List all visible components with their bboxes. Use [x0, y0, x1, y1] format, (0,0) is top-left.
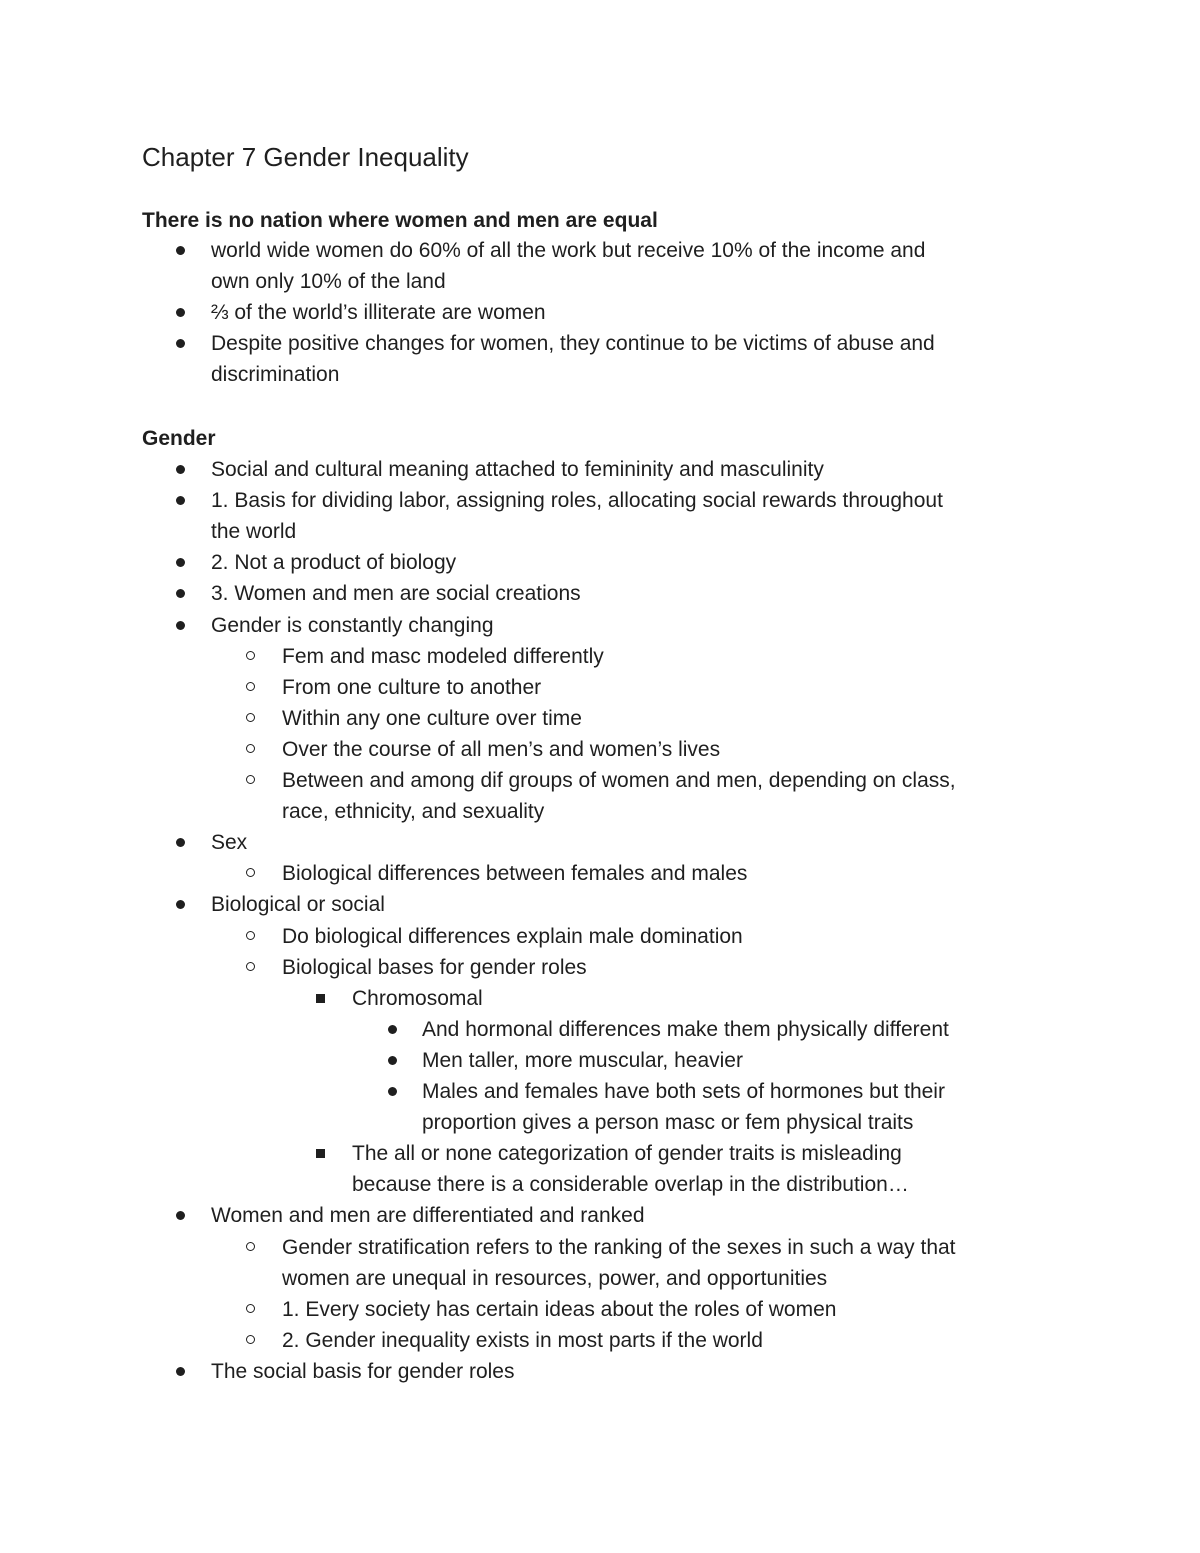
bullet-dot-icon — [176, 465, 185, 474]
list-item-text: Between and among dif groups of women and men, depending on class, — [282, 769, 956, 792]
list-item-text: Biological bases for gender roles — [282, 955, 587, 979]
list-item-text: own only 10% of the land — [211, 270, 446, 294]
list-item-text: Gender is constantly changing — [211, 613, 494, 637]
list-item-text: women are unequal in resources, power, and opportunities — [282, 1266, 828, 1290]
bullet-square-icon — [316, 1149, 325, 1158]
bullet-circle-icon — [246, 775, 255, 784]
list-item-text: Sex — [211, 831, 248, 855]
page-title: Chapter 7 Gender Inequality — [142, 142, 469, 172]
list-item-text: Social and cultural meaning attached to femininity and masculinity — [211, 458, 824, 481]
bullet-circle-icon — [246, 1335, 255, 1344]
bullet-dot-icon — [176, 558, 185, 567]
section-heading: There is no nation where women and men are equal — [142, 209, 658, 232]
list-item-text: Men taller, more muscular, heavier — [422, 1048, 743, 1072]
bullet-circle-icon — [246, 651, 255, 660]
list-item-text: 2. Not a product of biology — [211, 551, 457, 575]
list-item-text: The all or none categorization of gender traits is misleading — [352, 1142, 902, 1166]
list-item-text: Chromosomal — [352, 986, 483, 1010]
bullet-circle-icon — [246, 1242, 255, 1251]
list-item-text: Biological differences between females and males — [282, 862, 748, 886]
list-item-text: From one culture to another — [282, 675, 542, 699]
list-item-text: 3. Women and men are social creations — [211, 582, 581, 606]
list-item-text: Within any one culture over time — [282, 706, 582, 730]
list-item-text: Gender stratification refers to the ranking of the sexes in such a way that — [282, 1235, 956, 1259]
list-item-text: The social basis for gender roles — [211, 1359, 515, 1383]
list-item-text: Over the course of all men’s and women’s lives — [282, 737, 721, 761]
list-item-text: Do biological differences explain male domination — [282, 924, 743, 948]
list-item-text: 2. Gender inequality exists in most parts if the world — [282, 1328, 763, 1352]
bullet-dot-icon — [176, 1211, 185, 1220]
bullet-circle-icon — [246, 931, 255, 940]
list-item-text: world wide women do 60% of all the work but receive 10% of the income and — [211, 239, 926, 262]
bullet-circle-icon — [246, 713, 255, 722]
bullet-circle-icon — [246, 744, 255, 753]
list-item-text: Males and females have both sets of hormones but their — [422, 1080, 945, 1103]
bullet-circle-icon — [246, 962, 255, 971]
bullet-dot-icon — [176, 339, 185, 348]
bullet-dot-icon — [388, 1087, 397, 1096]
list-item-text: Women and men are differentiated and ranked — [211, 1204, 645, 1228]
bullet-circle-icon — [246, 682, 255, 691]
bullet-square-icon — [316, 994, 325, 1003]
bullet-dot-icon — [176, 900, 185, 909]
bullet-dot-icon — [388, 1056, 397, 1065]
bullet-dot-icon — [176, 589, 185, 598]
list-item-text: the world — [211, 520, 297, 544]
list-item-text: ⅔ of the world’s illiterate are women — [211, 301, 546, 325]
list-item-text: discrimination — [211, 363, 340, 387]
bullet-dot-icon — [176, 496, 185, 505]
bullet-dot-icon — [176, 1367, 185, 1376]
list-item-text: Despite positive changes for women, they continue to be victims of abuse and — [211, 332, 935, 356]
bullet-circle-icon — [246, 868, 255, 877]
bullet-dot-icon — [176, 308, 185, 317]
list-item-text: proportion gives a person masc or fem physical traits — [422, 1111, 914, 1135]
list-item-text: 1. Basis for dividing labor, assigning roles, allocating social rewards throughout — [211, 489, 943, 513]
bullet-dot-icon — [176, 246, 185, 255]
bullet-dot-icon — [176, 838, 185, 847]
bullet-dot-icon — [176, 621, 185, 630]
list-item-text: race, ethnicity, and sexuality — [282, 800, 545, 824]
list-item-text: And hormonal differences make them physically different — [422, 1017, 949, 1041]
list-item-text: Fem and masc modeled differently — [282, 644, 604, 668]
list-item-text: 1. Every society has certain ideas about the roles of women — [282, 1297, 837, 1321]
bullet-dot-icon — [388, 1025, 397, 1034]
section-heading: Gender — [142, 427, 216, 450]
list-item-text: Biological or social — [211, 893, 385, 917]
list-item-text: because there is a considerable overlap in the distribution… — [352, 1173, 909, 1197]
bullet-circle-icon — [246, 1304, 255, 1313]
